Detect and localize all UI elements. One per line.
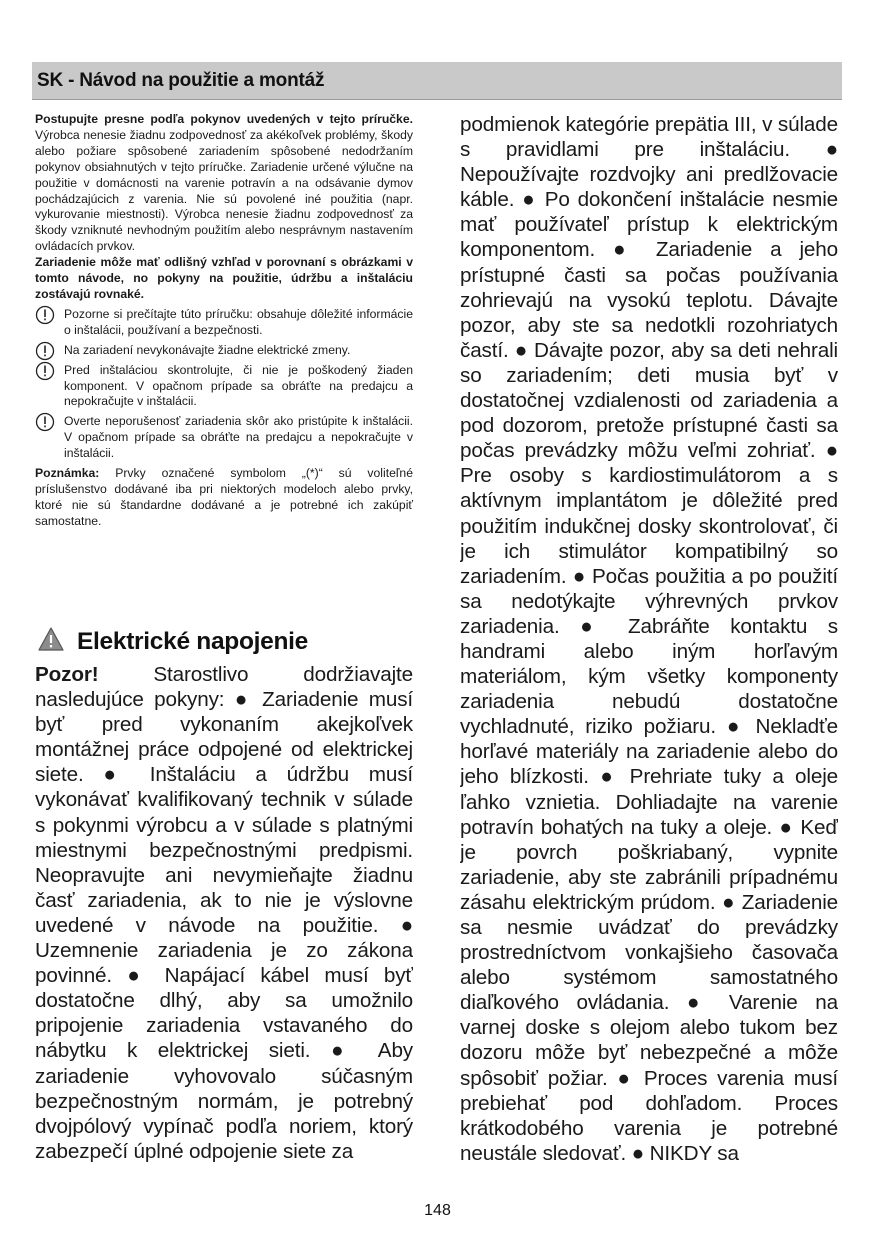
page-title: SK - Návod na použitie a montáž (37, 70, 325, 91)
exclamation-circle-icon (35, 361, 55, 381)
note-text: Pozorne si prečítajte túto príručku: obsahuje dôležité informácie o inštalácii, používaní a bezpečnosti. (64, 306, 413, 337)
intro-paragraph (35, 112, 413, 255)
note-text: Pred inštaláciou skontrolujte, či nie je poškodený žiaden komponent. V opačnom prípade sa obráťte na predajcu a nepokračujte v inštalácii. (64, 362, 413, 409)
warning-triangle-icon (37, 626, 65, 652)
intro-column (35, 112, 413, 530)
warning-label: Pozor! (35, 663, 99, 686)
exclamation-circle-icon (35, 341, 55, 361)
note-text: Overte neporušenosť zariadenia skôr ako pristúpite k inštalácii. V opačnom prípade sa obráťte na predajcu a nepokračujte v inštalácii. (64, 414, 413, 461)
note-item (35, 363, 413, 411)
remark-paragraph (35, 466, 413, 530)
appearance-notice (35, 255, 413, 303)
appearance-notice-text: Zariadenie môže mať odlišný vzhľad v porovnaní s obrázkami v tomto návode, no pokyny na použitie, údržbu a inštaláciu zostávajú rovnaké. (35, 255, 413, 301)
electrical-text-right (460, 112, 838, 1167)
page-number: 148 (424, 1202, 451, 1219)
electrical-text-left (35, 662, 413, 1167)
exclamation-circle-icon (35, 305, 55, 325)
intro-bold-lead: Postupujte presne podľa pokynov uvedených v tejto príručke. (35, 112, 413, 126)
electrical-text-right-body: podmienok kategórie prepätia III, v súlade s pravidlami pre inštaláciu. ● Nepoužívajte rozdvojky ani predlžovacie káble. ● Po dokončení inštalácie nesmie mať používateľ prístup k elektrickým komponentom. ● Zariadenie a jeho prístupné časti sa počas používania zohrievajú na vysokú teplotu. Dávajte pozor, aby ste sa nedotkli rozohriatych častí. ● Dávajte pozor, aby sa deti nehrali so zariadením; deti musia byť v dostatočnej vzdialenosti od zariadenia a pod dozorom, pretože prístupné časti sa počas prevádzky môžu veľmi zohriať. ● Pre osoby s kardiostimulátorom a s aktívnym implantátom je dôležité pred použitím indukčnej dosky skontrolovať, či je ich stimulátor kompatibilný so zariadením. ● Počas použitia a po použití sa nedotýkajte výhrevných prvkov zariadenia. ● Zabráňte kontaktu s handrami alebo iným horľavým materiálom, kým všetky komponenty zariadenia nebudú dostatočne vychladnuté, riziko požiaru. ● Nekladťe horľavé materiály na zariadenie alebo do jeho blízkosti. ● Prehriate tuky a oleje ľahko vznietia. Dohliadajte na varenie potravín bohatých na tuky a oleje. ● Keď je povrch poškriabaný, vypnite zariadenie, aby ste zabránili prípadnému zásahu elektrickým prúdom. ● Zariadenie sa nesmie uvádzať do prevádzky prostredníctvom vonkajšieho časovača alebo systémom samostatného diaľkového ovládania. ● Varenie na varnej doske s olejom alebo tukom bez dozoru môže byť nebezpečné a môže spôsobiť požiar. ● Proces varenia musí prebiehať pod dohľadom. Proces krátkodobého varenia je potrebné neustále sledovať. ● NIKDY sa (460, 113, 838, 1165)
note-text: Na zariadení nevykonávajte žiadne elektrické zmeny. (64, 342, 351, 357)
note-item (35, 414, 413, 462)
exclamation-circle-icon (35, 412, 55, 432)
note-item (35, 307, 413, 339)
electrical-text-left-body: Starostlivo dodržiavajte nasledujúce pokyny: ● Zariadenie musí byť pred vykonaním akejkoľvek montážnej práce odpojené od elektrickej siete. ● Inštaláciu a údržbu musí vykonávať kvalifikovaný technik v súlade s pokynmi výrobcu a v súlade s platnými miestnymi bezpečnostnými predpismi. Neopravujte ani nevymieňajte žiadnu časť zariadenia, ak to nie je výslovne uvedené v návode na použitie. ● Uzemnenie zariadenia je zo zákona povinné. ● Napájací kábel musí byť dostatočne dlhý, aby sa umožnilo pripojenie zariadenia vstavaného do nábytku k elektrickej sieti. ● Aby zariadenie vyhovovalo súčasným bezpečnostným normám, je potrebný dvojpólový vypínač podľa noriem, ktorý zabezpečí úplné odpojenie siete za (35, 663, 413, 1163)
section-heading (35, 624, 415, 658)
remark-text: Prvky označené symbolom „(*)“ sú voliteľné príslušenstvo dodávané iba pri niektorých modeloch alebo prvky, ktoré nie sú štandardne dodávané a je potrebné ich zakúpiť samostatne. (35, 466, 413, 528)
note-item (35, 343, 413, 359)
section-title: Elektrické napojenie (77, 628, 308, 655)
intro-text: Výrobca nenesie žiadnu zodpovednosť za akékoľvek problémy, škody alebo požiare spôsobené zariadením spôsobené nedodržaním pokynov obsiahnutých v tejto príručke. Zariadenie určené výlučne na použitie v domácnosti na varenie potravín a na odsávanie dymov pochádzajúcich z varenia. Nie sú povolené iné použitia (napr. vykurovanie miestnosti). Výrobca nenesie žiadnu zodpovednosť za škody vzniknuté nevhodným použitím alebo nesprávnym nastavením ovládacích prvkov. (35, 127, 413, 254)
page-header (32, 62, 842, 100)
notes-list (35, 307, 413, 462)
remark-label: Poznámka: (35, 466, 100, 481)
